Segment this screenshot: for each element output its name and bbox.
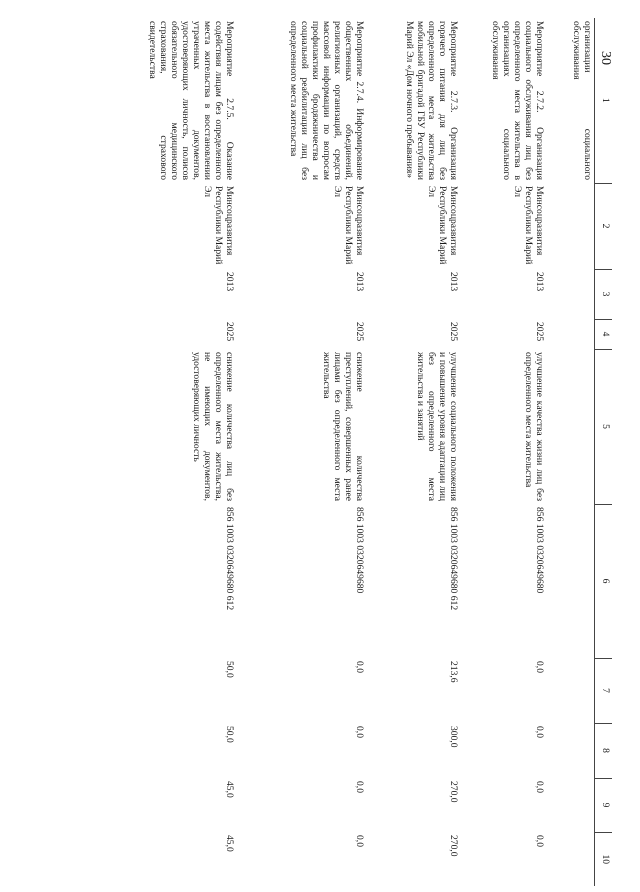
executor-cell: Минсоцразвития Республики Марий Эл bbox=[512, 186, 546, 265]
column-header: 2 bbox=[595, 183, 613, 269]
column-number-row bbox=[595, 18, 613, 886]
table-row bbox=[107, 18, 237, 886]
executor-cell bbox=[547, 183, 595, 269]
value-cell: 270,0 bbox=[448, 781, 460, 803]
table-row bbox=[237, 18, 367, 886]
budget-code-cell: 856 1003 0320649680 612 bbox=[448, 507, 460, 611]
executor-cell: Минсоцразвития Республики Марий Эл bbox=[426, 186, 460, 265]
start-year-cell: 2013 bbox=[224, 272, 236, 292]
table-row bbox=[461, 18, 547, 886]
end-year-cell: 2025 bbox=[534, 322, 546, 342]
column-header: 8 bbox=[595, 723, 613, 778]
value-cell: 0,0 bbox=[534, 726, 546, 738]
value-cell: 0,0 bbox=[354, 835, 366, 847]
value-cell bbox=[547, 723, 595, 778]
start-year-cell: 2013 bbox=[534, 272, 546, 292]
value-cell bbox=[547, 778, 595, 832]
start-year-cell: 2013 bbox=[354, 272, 366, 292]
column-header: 9 bbox=[595, 778, 613, 832]
column-header: 5 bbox=[595, 349, 613, 504]
activity-cell: организации социального обслуживания bbox=[571, 21, 593, 180]
activity-cell: Мероприятие 2.7.4. Информирование общественных объединений, религиозных организаций, средств массовой информации по вопросам профилактики бродяжничества и социальной реабилитации лиц без определенного места жительства bbox=[288, 21, 366, 180]
program-activities-table bbox=[107, 18, 613, 886]
budget-code-cell: 856 1003 0320649680 bbox=[534, 507, 546, 594]
value-cell: 50,0 bbox=[224, 726, 236, 743]
rotated-table-sheet bbox=[102, 18, 612, 886]
value-cell: 45,0 bbox=[224, 781, 236, 798]
column-header: 10 bbox=[595, 832, 613, 886]
executor-cell: Минсоцразвития Республики Марий Эл bbox=[332, 186, 366, 265]
result-cell: снижение количества лиц без определенного места жительства, не имеющих документов, удостоверяющих личность bbox=[191, 352, 236, 501]
column-header: 3 bbox=[595, 269, 613, 319]
end-year-cell: 2025 bbox=[448, 322, 460, 342]
result-cell: улучшение социального положения и повышение уровня адаптации лиц без определенного места жительства и занятий bbox=[415, 352, 460, 501]
value-cell: 0,0 bbox=[534, 781, 546, 793]
executor-cell: Минсоцразвития Республики Марий Эл bbox=[202, 186, 236, 265]
budget-code-cell bbox=[547, 504, 595, 658]
table-row bbox=[547, 18, 595, 886]
value-cell: 0,0 bbox=[534, 661, 546, 673]
start-year-cell bbox=[547, 269, 595, 319]
value-cell: 50,0 bbox=[224, 661, 236, 678]
value-cell: 0,0 bbox=[354, 661, 366, 673]
budget-code-cell: 856 1003 0320649680 612 bbox=[224, 507, 236, 611]
end-year-cell: 2025 bbox=[224, 322, 236, 342]
value-cell: 0,0 bbox=[354, 726, 366, 738]
activity-cell: Мероприятие 2.7.5. Оказание содействия лицам без определенного места жительства в восстановлении утраченных документов, удостоверяющих личность, полисов обязательного медицинского страхования, страхового свидетельства bbox=[147, 21, 236, 180]
column-header: 4 bbox=[595, 319, 613, 349]
result-cell bbox=[547, 349, 595, 504]
column-header: 7 bbox=[595, 658, 613, 723]
activity-cell: Мероприятие 2.7.3. Организация горячего питания для лиц без определенного места жительства мобильной бригадой ГБУ Республики Марий Эл «Дом ночного пребывания» bbox=[404, 21, 460, 180]
activity-cell: Мероприятие 2.7.2. Организация социального обслуживания лиц без определенного места жительства в организациях социального обслуживания bbox=[490, 21, 546, 180]
result-cell: улучшение качества жизни лиц без определенного места жительства bbox=[523, 352, 546, 501]
value-cell: 0,0 bbox=[354, 781, 366, 793]
column-header: 1 bbox=[595, 18, 613, 183]
value-cell: 0,0 bbox=[534, 835, 546, 847]
value-cell bbox=[547, 832, 595, 886]
column-header: 6 bbox=[595, 504, 613, 658]
start-year-cell: 2013 bbox=[448, 272, 460, 292]
end-year-cell bbox=[547, 319, 595, 349]
value-cell: 300,0 bbox=[448, 726, 460, 748]
page-number: 30 bbox=[598, 51, 613, 65]
value-cell bbox=[547, 658, 595, 723]
budget-code-cell: 856 1003 0320649680 bbox=[354, 507, 366, 594]
value-cell: 270,0 bbox=[448, 835, 460, 857]
value-cell: 213,6 bbox=[448, 661, 460, 683]
value-cell: 45,0 bbox=[224, 835, 236, 852]
table-row bbox=[367, 18, 461, 886]
result-cell: снижение количества преступлений, совершенных ранее лицами без определенного места жительства bbox=[321, 352, 366, 501]
end-year-cell: 2025 bbox=[354, 322, 366, 342]
